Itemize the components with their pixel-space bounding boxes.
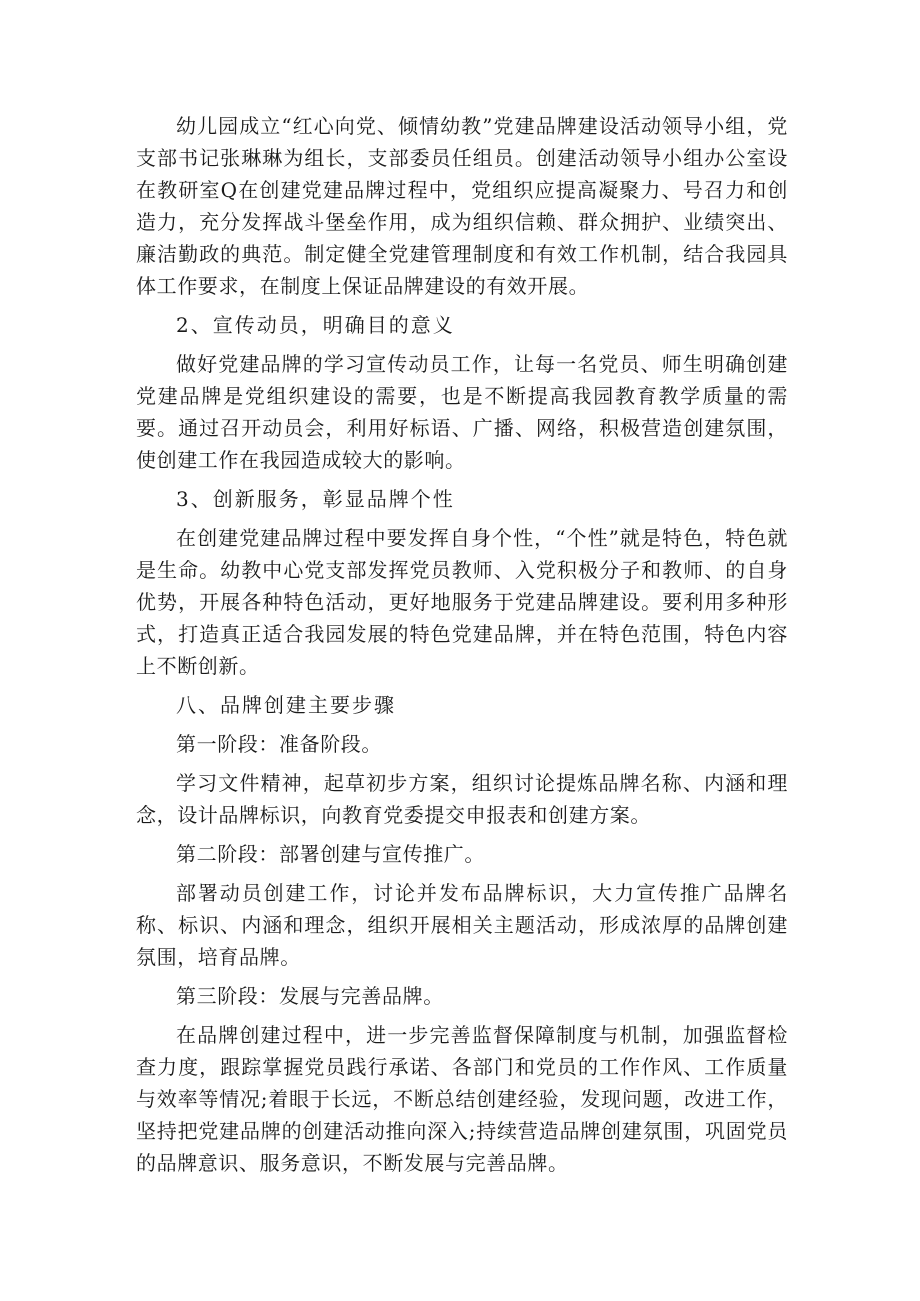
- heading-brand-creation-steps: 八、品牌创建主要步骤: [176, 693, 396, 717]
- heading-innovation-service: 3、创新服务，彰显品牌个性: [176, 487, 455, 511]
- paragraph-stage-two: 部署动员创建工作，讨论并发布品牌标识，大力宣传推广品牌名称、标识、内涵和理念，组织开展相关主题活动，形成浓厚的品牌创建氛围，培育品牌。: [136, 881, 788, 969]
- heading-publicity-mobilization: 2、宣传动员，明确目的意义: [176, 313, 455, 337]
- heading-stage-one: 第一阶段：准备阶段。: [176, 732, 382, 756]
- heading-stage-three: 第三阶段：发展与完善品牌。: [176, 984, 444, 1008]
- paragraph-innovation-service: 在创建党建品牌过程中要发挥自身个性，“个性”就是特色，特色就是生命。幼教中心党支部发挥党员教师、入党积极分子和教师、的自身优势，开展各种特色活动，更好地服务于党建品牌建设。要利用多种形式，打造真正适合我园发展的特色党建品牌，并在特色范围，特色内容上不断创新。: [136, 526, 788, 678]
- paragraph-leadership-group: 幼儿园成立“红心向党、倾情幼教”党建品牌建设活动领导小组，党支部书记张琳琳为组长，支部委员任组员。创建活动领导小组办公室设在教研室Q在创建党建品牌过程中，党组织应提高凝聚力、号召力和创造力，充分发挥战斗堡垒作用，成为组织信赖、群众拥护、业绩突出、廉洁勤政的典范。制定健全党建管理制度和有效工作机制，结合我园具体工作要求，在制度上保证品牌建设的有效开展。: [136, 114, 788, 298]
- paragraph-publicity-mobilization: 做好党建品牌的学习宣传动员工作，让每一名党员、师生明确创建党建品牌是党组织建设的需要，也是不断提高我园教育教学质量的需要。通过召开动员会，利用好标语、广播、网络，积极营造创建氛围，使创建工作在我园造成较大的影响。: [136, 352, 788, 472]
- heading-stage-two: 第二阶段：部署创建与宣传推广。: [176, 842, 485, 866]
- paragraph-stage-three: 在品牌创建过程中，进一步完善监督保障制度与机制，加强监督检查力度，跟踪掌握党员践行承诺、各部门和党员的工作作风、工作质量与效率等情况;着眼于长远，不断总结创建经验，发现问题，改进工作，坚持把党建品牌的创建活动推向深入;持续营造品牌创建氛围，巩固党员的品牌意识、服务意识，不断发展与完善品牌。: [136, 1023, 788, 1175]
- document-body: [136, 110, 788, 1186]
- paragraph-stage-one: 学习文件精神，起草初步方案，组织讨论提炼品牌名称、内涵和理念，设计品牌标识，向教育党委提交申报表和创建方案。: [136, 771, 788, 827]
